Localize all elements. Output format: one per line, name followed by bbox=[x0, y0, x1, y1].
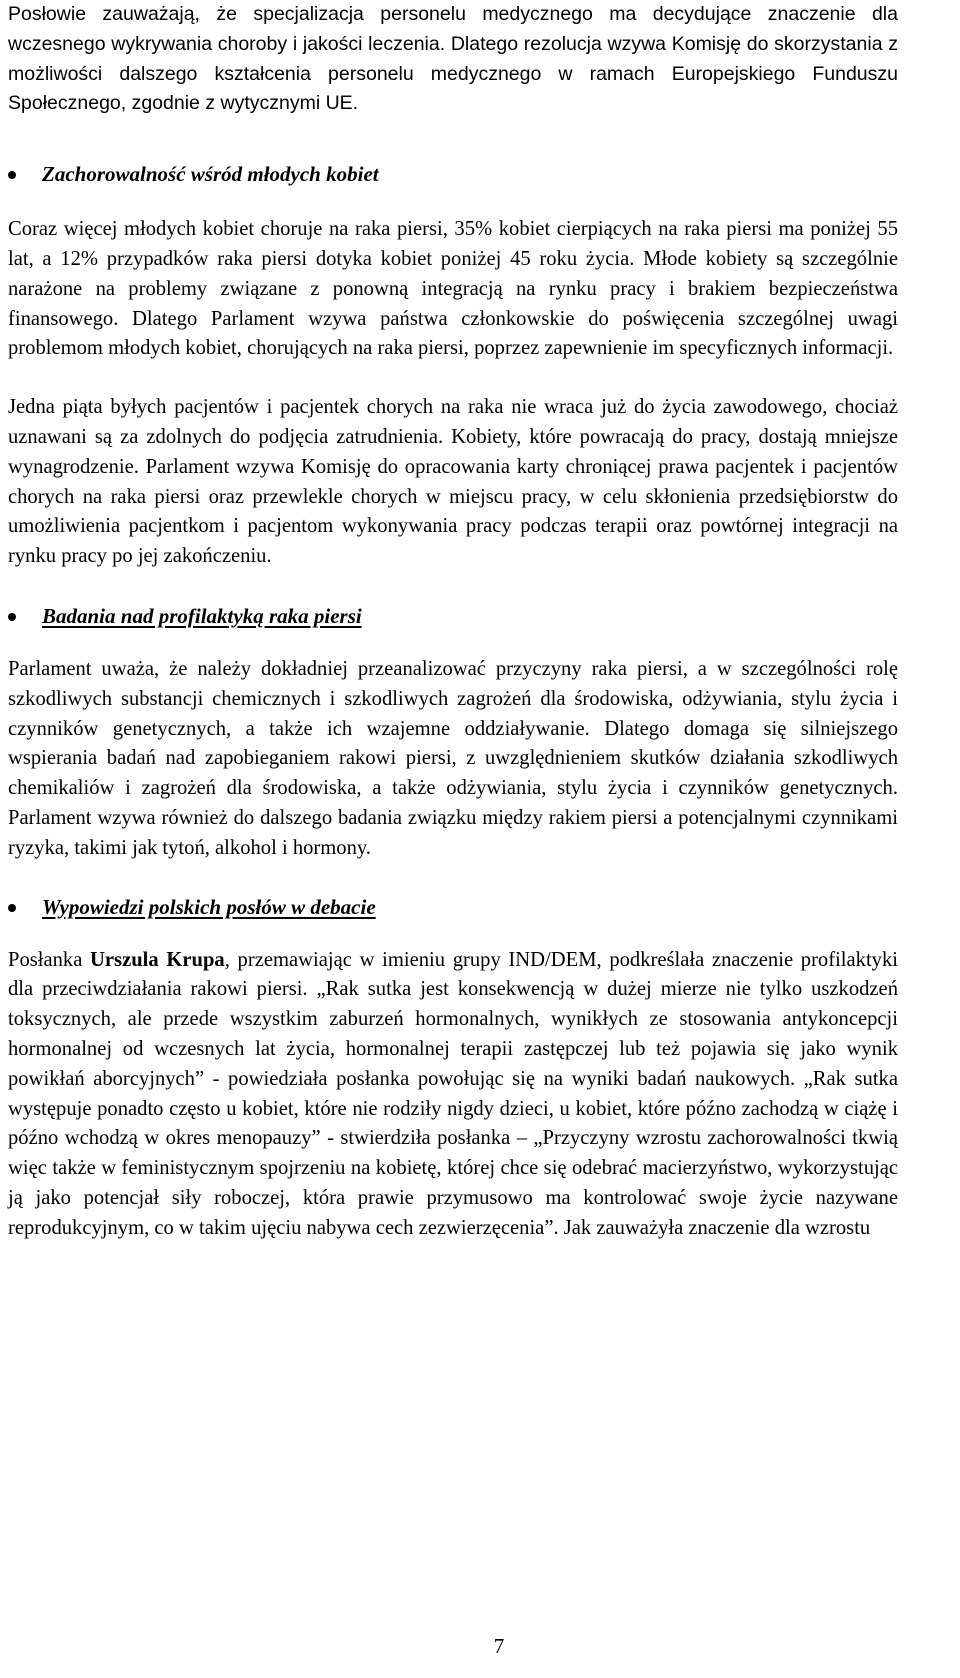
intro-paragraph: Posłowie zauważają, że specjalizacja personelu medycznego ma decydujące znaczenie dla wczesnego wykrywania choroby i jakości leczenia. Dlatego rezolucja wzywa Komisję do skorzystania z możliwości dalszego kształcenia personelu medycznego w ramach Europejskiego Funduszu Społecznego, zgodnie z wytycznymi UE. bbox=[8, 3, 898, 115]
polish-meps-paragraph bbox=[8, 946, 898, 1244]
bullet-icon bbox=[8, 904, 16, 912]
section-heading-text: Zachorowalność wśród młodych kobiet bbox=[42, 162, 379, 187]
speaker-name: Urszula Krupa bbox=[90, 948, 225, 971]
document-page bbox=[8, 0, 898, 1244]
page-number: 7 bbox=[493, 1634, 505, 1658]
young-women-paragraph-2: Jedna piąta byłych pacjentów i pacjentek chorych na raka nie wraca już do życia zawodowego, chociaż uznawani są za zdolnych do podjęcia zatrudnienia. Kobiety, które powracają do pracy, dostają mniejsze wynagrodzenie. Parlament wzywa Komisję do opracowania karty chroniącej prawa pacjentek i pacjentów chorych na raka piersi oraz przewlekle chorych w miejscu pracy, w celu skłonienia przedsiębiorstw do umożliwienia pacjentkom i pacjentom wykonywania pracy podczas terapii oraz powtórnej integracji na rynku pracy po jej zakończeniu. bbox=[8, 396, 898, 568]
section-heading-text: Badania nad profilaktyką raka piersi bbox=[42, 603, 362, 628]
bullet-icon bbox=[8, 613, 16, 621]
section-heading-text: Wypowiedzi polskich posłów w debacie bbox=[42, 894, 376, 919]
prevention-research-paragraph: Parlament uważa, że należy dokładniej przeanalizować przyczyny raka piersi, a w szczególności rolę szkodliwych substancji chemicznych i szkodliwych zagrożeń dla środowiska, odżywiania, stylu życia i czynników genetycznych, a także ich wzajemne oddziaływanie. Dlatego domaga się silniejszego wspierania badań nad zapobieganiem rakowi piersi, z uwzględnieniem skutków działania szkodliwych chemikaliów i zagrożeń dla środowiska, a także odżywiania, stylu życia i czynników genetycznych. Parlament wzywa również do dalszego badania związku między rakiem piersi a potencjalnymi czynnikami ryzyka, takimi jak tytoń, alkohol i hormony. bbox=[8, 657, 898, 859]
section-heading-young-women bbox=[8, 159, 898, 189]
paragraph-text: , przemawiając w imieniu grupy IND/DEM, podkreślała znaczenie profilaktyki dla przeciwdziałania rakowi piersi. „Rak sutka jest konsekwencją w dużej mierze nie tylko uszkodzeń toksycznych, ale przede wszystkim zaburzeń hormonalnych, wynikłych ze stosowania antykoncepcji hormonalnej od wczesnych lat życia, hormonalnej terapii zastępczej lub też pojawia się jako wynik powikłań aborcyjnych” - powiedziała posłanka powołując się na wyniki badań naukowych. „Rak sutka występuje ponadto często u kobiet, które nie rodziły nigdy dzieci, u kobiet, które późno zachodzą w ciążę i późno wchodzą w okres menopauzy” - stwierdziła posłanka – „Przyczyny wzrostu zachorowalności tkwią więc także w feministycznym spojrzeniu na kobietę, której chce się odebrać macierzyństwo, wykorzystując ją jako potencjał siły roboczej, która prawie przymusowo ma kontrolować swoje życie nazywane reprodukcyjnym, co w takim ujęciu nabywa cech zezwierzęcenia”. Jak zauważyła znaczenie dla wzrostu bbox=[8, 948, 898, 1239]
bullet-icon bbox=[8, 171, 16, 179]
young-women-paragraph-1: Coraz więcej młodych kobiet choruje na raka piersi, 35% kobiet cierpiących na raka piersi ma poniżej 55 lat, a 12% przypadków raka piersi dotyka kobiet poniżej 45 roku życia. Młode kobiety są szczególnie narażone na problemy związane z ponowną integracją na rynku pracy i brakiem bezpieczeństwa finansowego. Dlatego Parlament wzywa państwa członkowskie do poświęcenia szczególnej uwagi problemom młodych kobiet, chorujących na raka piersi, poprzez zapewnienie im specyficznych informacji. bbox=[8, 218, 898, 360]
section-heading-prevention-research bbox=[8, 601, 898, 631]
paragraph-text: Posłanka bbox=[8, 948, 91, 971]
section-heading-polish-meps bbox=[8, 892, 898, 922]
